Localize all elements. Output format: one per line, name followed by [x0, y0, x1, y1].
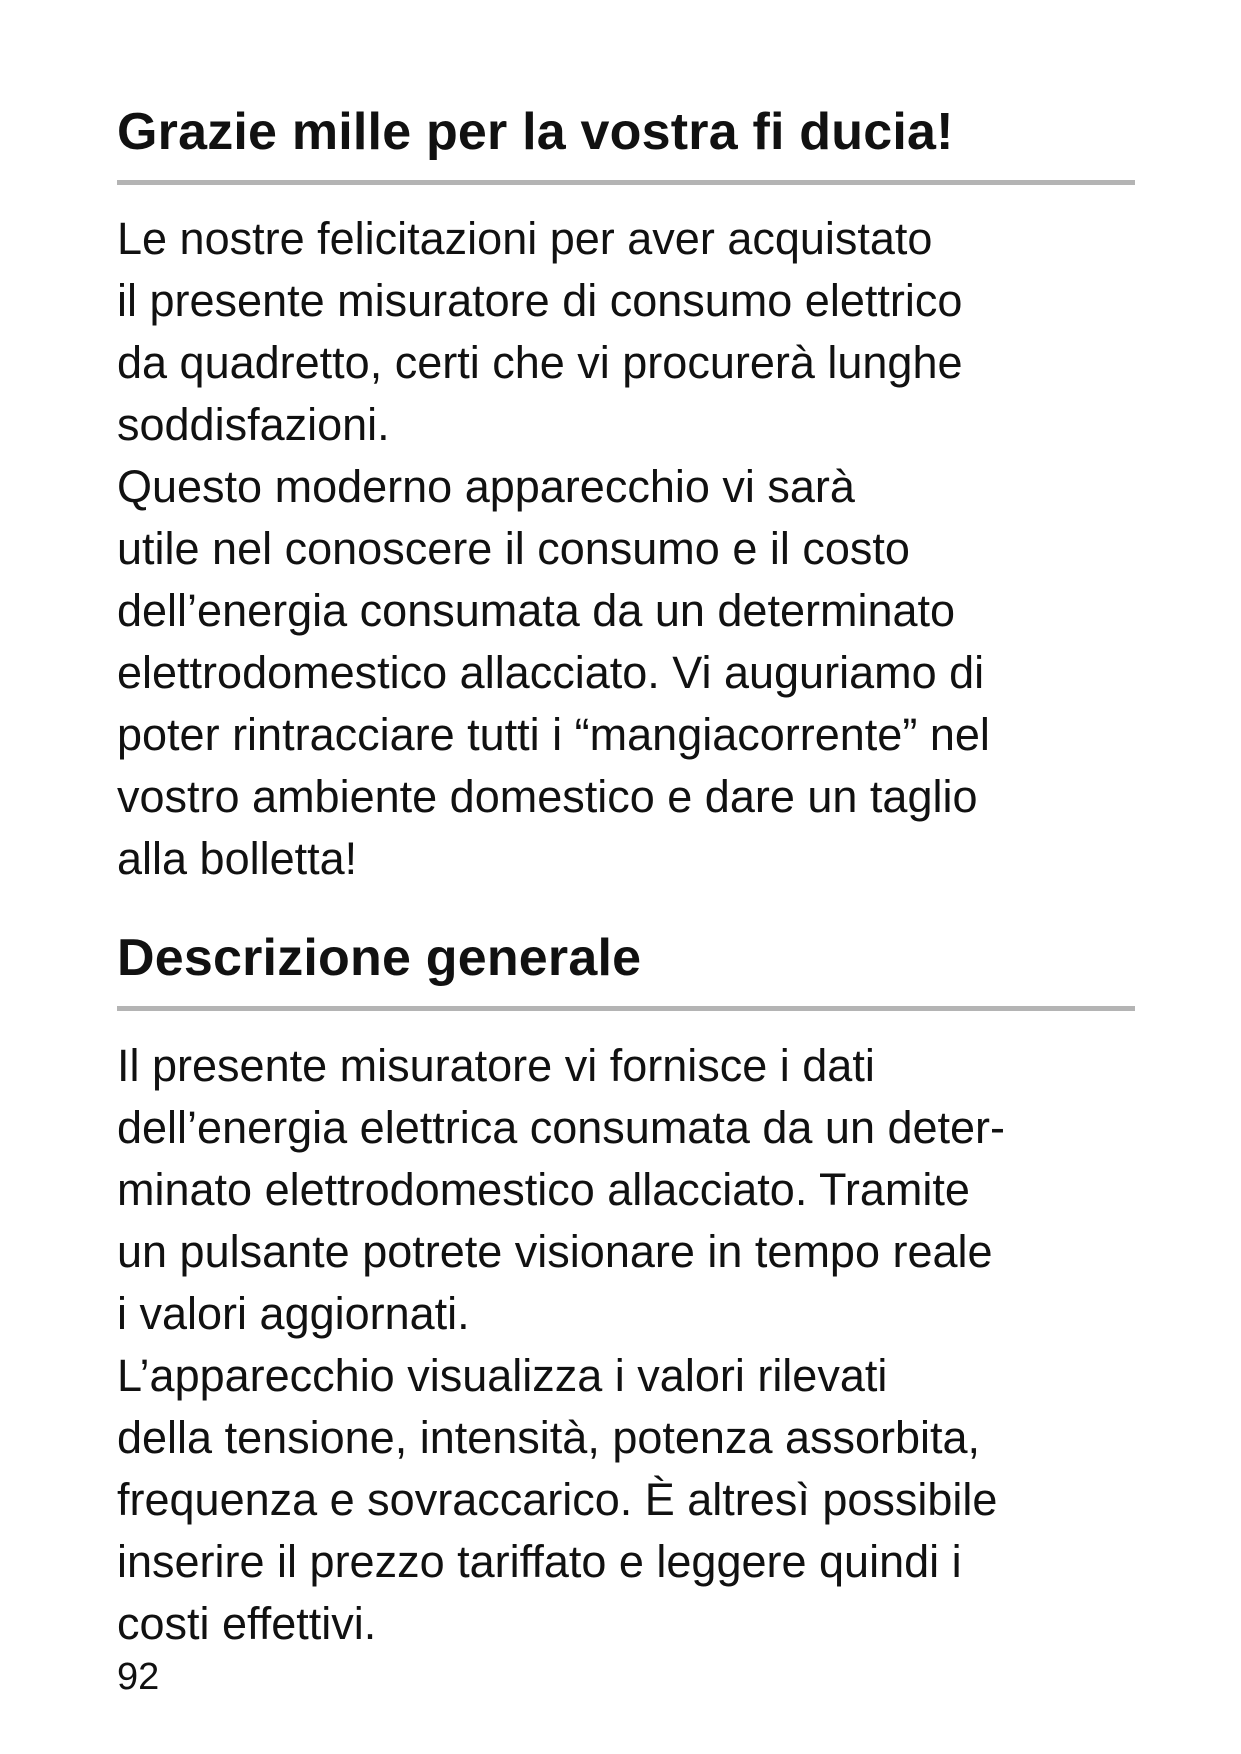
heading-divider — [117, 1006, 1135, 1011]
section-heading: Descrizione generale — [117, 929, 642, 987]
text-line: un pulsante potrete visionare in tempo reale — [117, 1226, 993, 1277]
section-general-description — [117, 926, 1137, 1655]
text-line: i valori aggiornati. — [117, 1288, 470, 1339]
text-line: poter rintracciare tutti i “mangiacorrente” nel — [117, 709, 990, 760]
section-thanks — [117, 100, 1137, 890]
text-line: Questo moderno apparecchio vi sarà — [117, 461, 855, 512]
text-line: utile nel conoscere il consumo e il costo — [117, 523, 910, 574]
text-line: soddisfazioni. — [117, 399, 390, 450]
text-line: L’apparecchio visualizza i valori rilevati — [117, 1350, 888, 1401]
text-line: Le nostre felicitazioni per aver acquistato — [117, 213, 933, 264]
text-line: alla bolletta! — [117, 833, 358, 884]
section-body — [117, 208, 1137, 890]
section-heading: Grazie mille per la vostra fi ducia! — [117, 103, 954, 161]
heading-divider — [117, 180, 1135, 185]
text-line: inserire il prezzo tariffato e leggere quindi i — [117, 1536, 962, 1587]
text-line: da quadretto, certi che vi procurerà lunghe — [117, 337, 963, 388]
text-line: frequenza e sovraccarico. È altresì possibile — [117, 1474, 998, 1525]
text-line: dell’energia elettrica consumata da un deter- — [117, 1102, 1006, 1153]
text-line: della tensione, intensità, potenza assorbita, — [117, 1412, 981, 1463]
text-line: costi effettivi. — [117, 1598, 377, 1649]
page-number: 92 — [117, 1656, 160, 1698]
text-line: vostro ambiente domestico e dare un taglio — [117, 771, 978, 822]
text-line: minato elettrodomestico allacciato. Tramite — [117, 1164, 970, 1215]
section-body — [117, 1035, 1137, 1655]
paragraph — [117, 1345, 1137, 1655]
paragraph — [117, 456, 1137, 890]
paragraph — [117, 1035, 1137, 1345]
text-line: elettrodomestico allacciato. Vi auguriamo di — [117, 647, 985, 698]
text-line: Il presente misuratore vi fornisce i dati — [117, 1040, 875, 1091]
paragraph — [117, 208, 1137, 456]
text-line: il presente misuratore di consumo elettrico — [117, 275, 963, 326]
text-line: dell’energia consumata da un determinato — [117, 585, 956, 636]
